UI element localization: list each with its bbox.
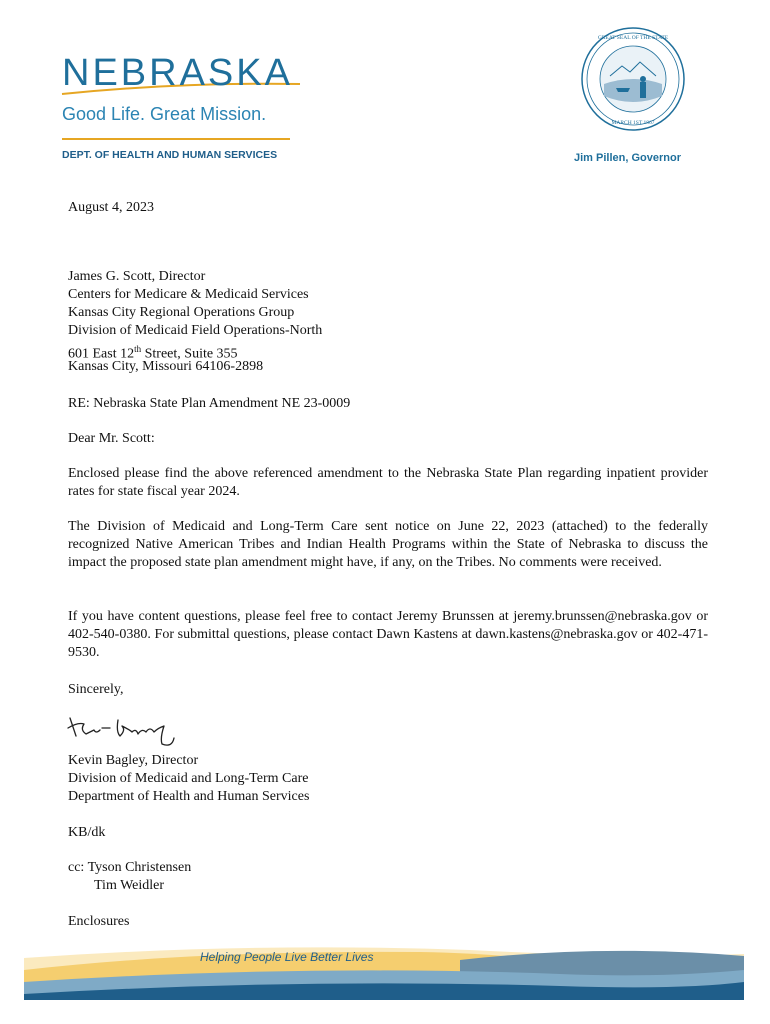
logo-divider (62, 138, 290, 140)
closing: Sincerely, (68, 682, 124, 697)
body-paragraph: The Division of Medicaid and Long-Term Care sent notice on June 22, 2023 (attached) to the federally recognized Native American Tribes and Indian Health Programs within the State of Nebraska to discuss the impact the proposed state plan amendment might have, if any, on the Tribes. No comments were received. (68, 519, 708, 570)
recipient-line: Kansas City Regional Operations Group (68, 305, 295, 320)
department-name: DEPT. OF HEALTH AND HUMAN SERVICES (62, 149, 278, 161)
footer-banner (0, 930, 770, 1024)
signer-line: Kevin Bagley, Director (68, 753, 199, 768)
body-paragraph: If you have content questions, please feel free to contact Jeremy Brunssen at jeremy.brunssen@nebraska.gov or 402-540-0380. For submittal questions, please contact Dawn Kastens at dawn.kastens@nebraska.gov or 402-471-9530. (68, 609, 708, 660)
state-seal-icon (580, 26, 686, 132)
footer-slogan: Helping People Live Better Lives (200, 950, 374, 964)
nebraska-logo: NEBRASKA (62, 52, 293, 94)
signer-line: Department of Health and Human Services (68, 789, 310, 804)
cc-line: cc: Tyson Christensen (68, 860, 192, 875)
svg-text:GREAT SEAL OF THE STATE: GREAT SEAL OF THE STATE (597, 35, 669, 41)
recipient-line: Kansas City, Missouri 64106-2898 (68, 359, 264, 374)
body-paragraph: Enclosed please find the above referenced amendment to the Nebraska State Plan regarding inpatient provider rates for state fiscal year 2024. (68, 466, 708, 499)
svg-text:MARCH 1ST 1867: MARCH 1ST 1867 (611, 120, 655, 126)
enclosures: Enclosures (68, 914, 130, 929)
letter-date: August 4, 2023 (68, 200, 154, 215)
recipient-street: 601 East 12th Street, Suite 355 (68, 344, 238, 362)
handwritten-signature (66, 710, 196, 750)
cc-line: Tim Weidler (94, 878, 165, 893)
recipient-line: Centers for Medicare & Medicaid Services (68, 287, 309, 302)
initials: KB/dk (68, 825, 106, 840)
signer-line: Division of Medicaid and Long-Term Care (68, 771, 309, 786)
re-line: RE: Nebraska State Plan Amendment NE 23-0009 (68, 396, 351, 411)
recipient-line: James G. Scott, Director (68, 269, 206, 284)
logo-tagline: Good Life. Great Mission. (62, 104, 267, 124)
salutation: Dear Mr. Scott: (68, 431, 155, 446)
governor-name: Jim Pillen, Governor (574, 152, 681, 164)
recipient-line: Division of Medicaid Field Operations-North (68, 323, 323, 338)
